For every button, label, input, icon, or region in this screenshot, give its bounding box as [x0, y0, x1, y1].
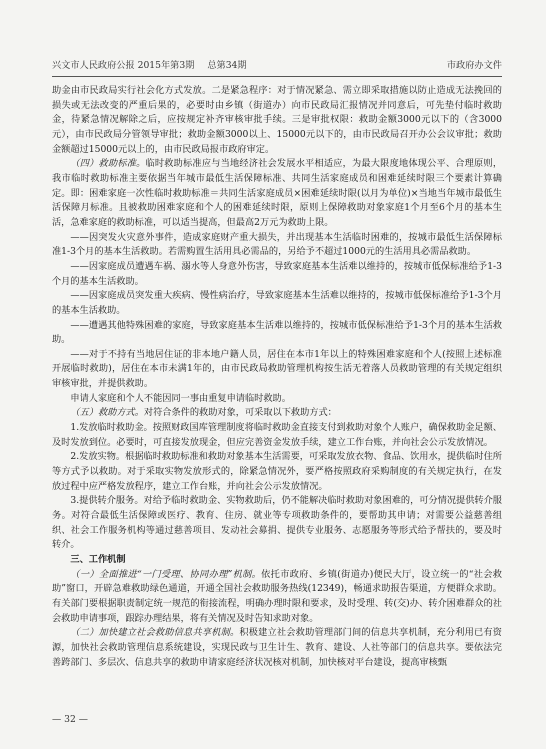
body-paragraph	[52, 626, 502, 670]
paragraph-text: ——对于不持有当地居住证的非本地户籍人员，居住在本市1年以上的特殊困难家庭和个人(按照上述标准开展临时救助)，居住在本市未满1年的，由市民政局救助管理机构按生活无着落人员救助管理的有关规定组织审核审批，并提供救助。	[52, 348, 502, 390]
page-header	[52, 60, 502, 77]
body-paragraph	[52, 84, 502, 157]
body-text	[52, 84, 502, 670]
body-paragraph	[52, 157, 502, 230]
paragraph-text: ——因家庭成员遭遇车祸、溺水等人身意外伤害，导致家庭基本生活难以维持的，按城市低保标准给予1-3个月的基本生活救助。	[52, 260, 502, 287]
header-publication: 兴文市人民政府公报 2015年第3期	[52, 60, 195, 71]
paragraph-text: 助金由市民政局实行社会化方式发放。二是紧急程序：对于情况紧急、需立即采取措施以防止造成无法挽回的损失或无法改变的严重后果的，必要时由乡镇（街道办）向市民政局汇报情况并同意后，可先垫付临时救助金，待紧急情况解除之后，应按规定补齐审核审批手续。三是审批权限：救助金额3000元以下的（含3000元），由市民政局分管领导审批；救助金额3000以上、15000元以下的，由市民政局召开办公会议审批；救助金额超过15000元以上的，由市民政局报市政府审定。	[52, 85, 502, 155]
body-paragraph	[52, 421, 502, 450]
paragraph-text: 1.发放临时救助金。按照财政国库管理制度将临时救助金直接支付到救助对象个人账户，确保救助金足额、及时发放到位。必要时，可直接发放现金，但应完善资金发放手续，建立工作台账，并向社会公示发放情况。	[52, 422, 502, 448]
paragraph-text: 临时救助标准应与当地经济社会发展水平相适应，为最大限度地体现公平、合理原则，我市临时救助标准主要依据当年城市最低生活保障标准、共同生活家庭成员和困难延续时限三个要素计算确定。即：困难家庭一次性临时救助标准＝共同生活家庭成员×困难延续时限(以月为单位)×当地当年城市最低生活保障月标准。且被救助困难家庭和个人的困难延续时限，原则上保障救助对象家庭1个月至6个月的基本生活，急难家庭的救助标准，可以适当提高，但最高2万元为救助上限。	[52, 158, 503, 228]
section-heading	[52, 553, 502, 568]
body-paragraph	[52, 319, 502, 348]
header-section: 市政府办文件	[446, 60, 502, 71]
paragraph-lead-heading: （四）救助标准。	[70, 158, 146, 170]
body-paragraph	[52, 568, 502, 627]
body-paragraph	[52, 348, 502, 392]
paragraph-text: ——因突发火灾意外事件，造成家庭财产重大损失，并出现基本生活临时困难的，按城市最低生活保障标准1-3个月的基本生活救助。若需购置生活用具必需品的，另给予不超过1000元的生活用具必需品救助。	[52, 231, 502, 258]
body-paragraph	[52, 450, 502, 494]
paragraph-text: ——因家庭成员突发重大疾病、慢性病治疗，导致家庭基本生活难以维持的，按城市低保标准给予1-3个月的基本生活救助。	[52, 290, 502, 316]
paragraph-text: 三、工作机制	[70, 554, 126, 565]
header-issue-total: 总第34期	[207, 60, 247, 71]
paragraph-text: 申请人家庭和个人不能因同一事由重复申请临时救助。	[70, 392, 291, 404]
body-paragraph	[52, 260, 502, 289]
body-paragraph	[52, 494, 502, 553]
paragraph-lead-heading: （五）救助方式。	[70, 407, 144, 419]
page-number: — 32 —	[52, 714, 88, 725]
paragraph-lead-heading: （一）全面推进“一门受理、协同办理”机制。	[70, 568, 262, 580]
body-paragraph	[52, 392, 502, 407]
paragraph-text: 依托市政府、乡镇(街道办)便民大厅，设立统一的“社会救助”窗口，开辟急难救助绿色通道，开通全国社会救助服务热线(12349)，畅通求助报告渠道，方便群众求助。有关部门要根据职责制定统一规范的衔接流程，明确办理时限和要求，及时受理、转(交)办、转介困难群众的社会救助申请事项，跟踪办理结果，将有关情况及时告知求助对象。	[52, 568, 502, 624]
body-paragraph	[52, 289, 502, 318]
body-paragraph	[52, 406, 502, 421]
paragraph-text: 积极建立社会救助管理部门间的信息共享机制，充分利用已有资源，加快社会救助管理信息系统建设，实现民政与卫生计生、教育、建设、人社等部门的信息共享。要依法完善跨部门、多层次、信息共享的救助申请家庭经济状况核对机制，加快核对平台建设，提高审核甄	[52, 627, 502, 668]
paragraph-text: ——遭遇其他特殊困难的家庭，导致家庭基本生活难以维持的，按城市低保标准给予1-3个月的基本生活救助。	[52, 319, 502, 346]
paragraph-text: 2.发放实物。根据临时救助标准和救助对象基本生活需要，可采取发放衣物、食品、饮用水，提供临时住所等方式予以救助。对于采取实物发放形式的，除紧急情况外，要严格按照政府采购制度的有关规定执行，在发放过程中应严格发放程序，建立工作台账，并向社会公示发放情况。	[52, 451, 502, 492]
paragraph-text: 对符合条件的救助对象，可采取以下救助方式：	[143, 407, 337, 419]
body-paragraph	[52, 231, 502, 260]
header-publication-info	[52, 60, 247, 72]
paragraph-lead-heading: （二）加快建立社会救助信息共享机制。	[70, 627, 240, 639]
paragraph-text: 3.提供转介服务。对给予临时救助金、实物救助后，仍不能解决临时救助对象困难的，可分情况提供转介服务。对符合最低生活保障或医疗、教育、住房、就业等专项救助条件的，要帮助其申请；对需要公益慈善组织、社会工作服务机构等通过慈善项目、发动社会募捐、提供专业服务、志愿服务等形式给予帮扶的，要及时转介。	[52, 495, 502, 551]
